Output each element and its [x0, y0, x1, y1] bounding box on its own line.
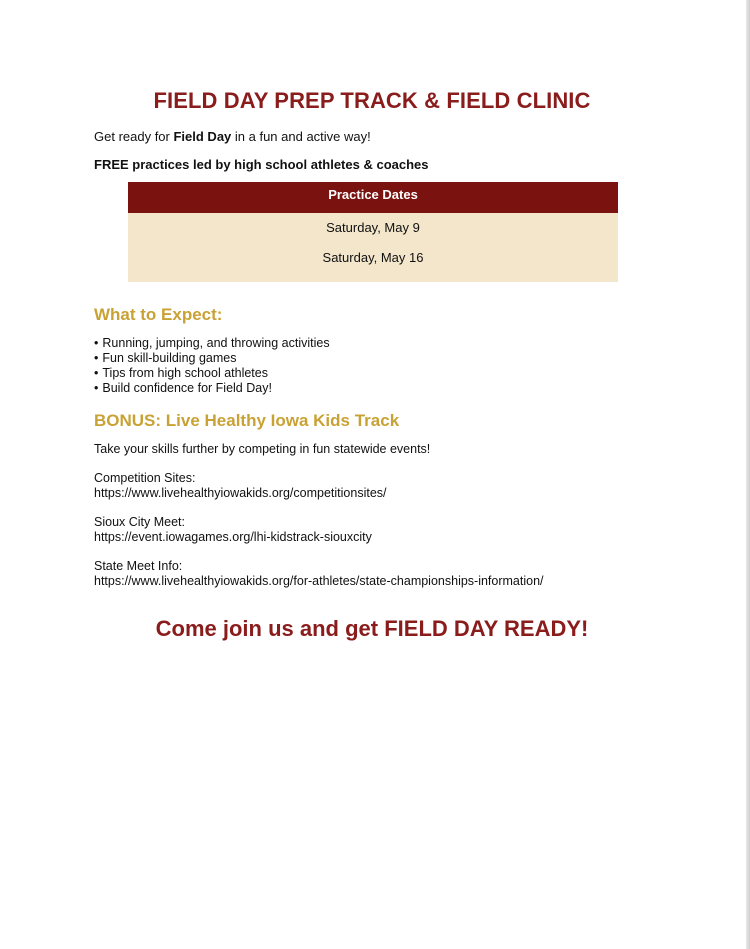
competition-sites-link[interactable]: https://www.livehealthyiowakids.org/competitionsites/ — [94, 486, 387, 500]
sioux-city-meet-link[interactable]: https://event.iowagames.org/lhi-kidstrack-siouxcity — [94, 530, 372, 544]
closing-callout: Come join us and get FIELD DAY READY! — [155, 616, 589, 641]
intro-bold: Field Day — [173, 129, 232, 144]
link-label: State Meet Info: — [94, 559, 183, 573]
free-practices-line: FREE practices led by high school athletes & coaches — [94, 157, 429, 172]
expect-list — [94, 336, 330, 396]
expect-item: • Fun skill-building games — [94, 351, 330, 366]
practice-date-row: Saturday, May 16 — [322, 250, 424, 265]
expect-item: • Running, jumping, and throwing activities — [94, 336, 330, 351]
bonus-heading: BONUS: Live Healthy Iowa Kids Track — [94, 411, 400, 430]
expect-item: • Tips from high school athletes — [94, 366, 330, 381]
link-label: Sioux City Meet: — [94, 515, 186, 529]
practice-dates-table — [128, 182, 618, 282]
practice-date-row: Saturday, May 9 — [326, 220, 420, 235]
state-meet-info-link[interactable]: https://www.livehealthyiowakids.org/for-athletes/state-championships-information/ — [94, 574, 544, 588]
link-label: Competition Sites: — [94, 471, 196, 485]
state-meet-info-block — [94, 559, 544, 589]
page-edge-divider — [746, 0, 750, 949]
page-title: FIELD DAY PREP TRACK & FIELD CLINIC — [153, 88, 591, 113]
intro-prefix: Get ready for — [94, 129, 174, 144]
practice-dates-header: Practice Dates — [128, 182, 618, 213]
intro-suffix: in a fun and active way! — [231, 129, 371, 144]
sioux-city-meet-block — [94, 515, 372, 545]
bonus-tagline: Take your skills further by competing in fun statewide events! — [94, 442, 431, 456]
expect-item: • Build confidence for Field Day! — [94, 381, 330, 396]
intro-text — [94, 129, 371, 144]
practice-dates-body — [128, 213, 618, 282]
competition-sites-block — [94, 471, 387, 501]
expect-heading: What to Expect: — [94, 305, 223, 324]
